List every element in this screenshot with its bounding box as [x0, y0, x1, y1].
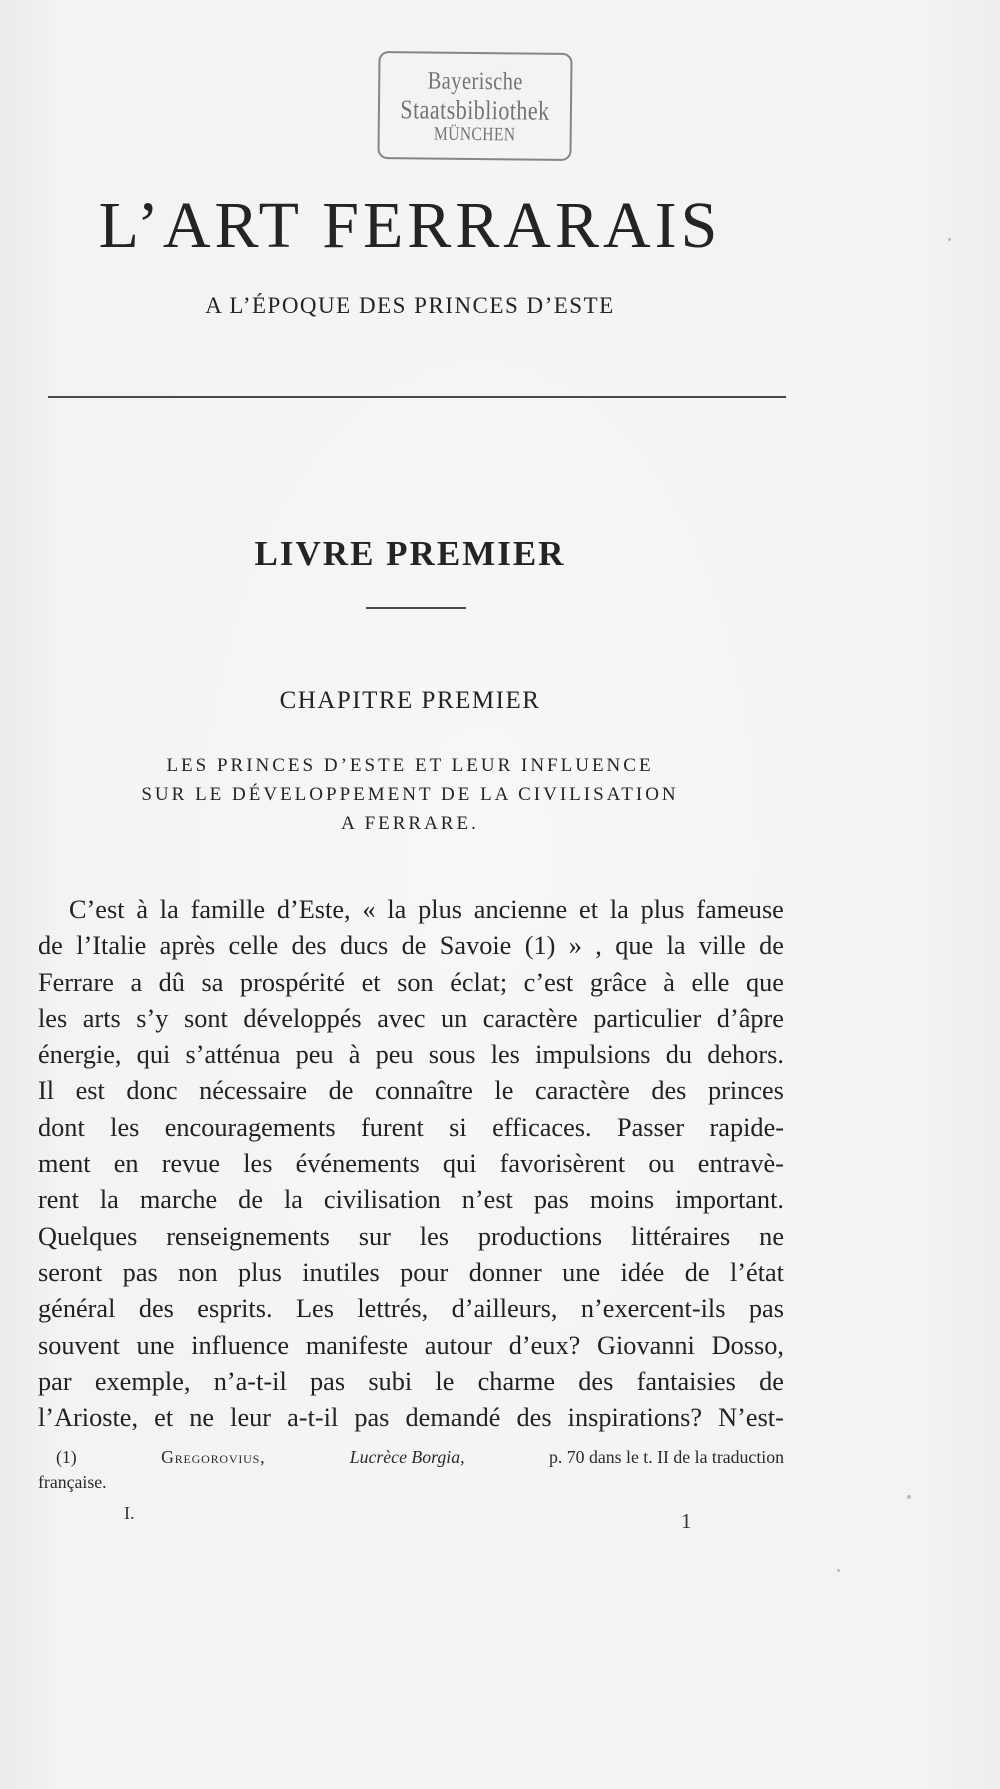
- book-subtitle: A L’ÉPOQUE DES PRINCES D’ESTE: [205, 293, 615, 318]
- body-line: C’est à la famille d’Este, « la plus ancienne et la plus fameuse: [69, 895, 784, 924]
- signature-mark: I.: [124, 1503, 135, 1523]
- body-line: les arts s’y sont développés avec un caractère particulier d’âpre: [38, 1003, 784, 1033]
- body-line: souvent une influence manifeste autour d’eux? Giovanni Dosso,: [38, 1330, 784, 1360]
- footnote-author: Gregorovius,: [161, 1447, 266, 1467]
- horizontal-rule: [48, 396, 786, 398]
- paper-speck: [948, 238, 951, 241]
- paper-speck: [837, 1569, 840, 1572]
- body-line: Ferrare a dû sa prospérité et son éclat; c’est grâce à elle que: [38, 967, 784, 997]
- body-line: Il est donc nécessaire de connaître le caractère des princes: [38, 1076, 784, 1106]
- chapter-title-line: A FERRARE.: [341, 813, 479, 834]
- body-line: Quelques renseignements sur les productions littéraires ne: [38, 1221, 784, 1251]
- footnote-line: [38, 1445, 784, 1470]
- body-line: ment en revue les événements qui favorisèrent ou entravè-: [38, 1149, 784, 1179]
- body-line: par exemple, n’a-t-il pas subi le charme des fantaisies de: [38, 1366, 784, 1396]
- body-line: rent la marche de la civilisation n’est pas moins important.: [38, 1185, 784, 1215]
- body-line: général des esprits. Les lettrés, d’ailleurs, n’exercent-ils pas: [38, 1294, 784, 1324]
- library-stamp: [377, 51, 572, 161]
- body-text: [38, 892, 784, 1436]
- stamp-line: Staatsbibliothek: [400, 94, 550, 126]
- body-line: de l’Italie après celle des ducs de Savoie (1) » , que la ville de: [38, 931, 784, 961]
- page-number: 1: [681, 1509, 692, 1533]
- footnote: [38, 1445, 784, 1495]
- chapter-title-line: SUR LE DÉVELOPPEMENT DE LA CIVILISATION: [141, 784, 679, 805]
- stamp-line: Bayerische: [427, 67, 523, 96]
- paper-speck: [907, 1495, 911, 1499]
- footnote-work: Lucrèce Borgia,: [349, 1447, 465, 1467]
- footnote-text: p. 70 dans le t. II de la traduction: [548, 1447, 784, 1467]
- body-line: énergie, qui s’atténua peu à peu sous les impulsions du dehors.: [38, 1040, 784, 1070]
- body-line: dont les encouragements furent si efficaces. Passer rapide-: [38, 1112, 784, 1142]
- stamp-line: MÜNCHEN: [433, 123, 516, 146]
- book-part-heading: LIVRE PREMIER: [254, 534, 566, 573]
- footnote-marker: (1): [56, 1447, 77, 1467]
- body-line: seront pas non plus inutiles pour donner une idée de l’état: [38, 1257, 784, 1287]
- chapter-heading: CHAPITRE PREMIER: [279, 687, 541, 714]
- chapter-title-line: LES PRINCES D’ESTE ET LEUR INFLUENCE: [166, 755, 654, 776]
- book-title: L’ART FERRARAIS: [98, 189, 722, 262]
- footnote-line: française.: [38, 1472, 107, 1492]
- body-line: l’Arioste, et ne leur a-t-il pas demandé des inspirations? N’est-: [38, 1403, 784, 1433]
- short-rule: [366, 607, 466, 609]
